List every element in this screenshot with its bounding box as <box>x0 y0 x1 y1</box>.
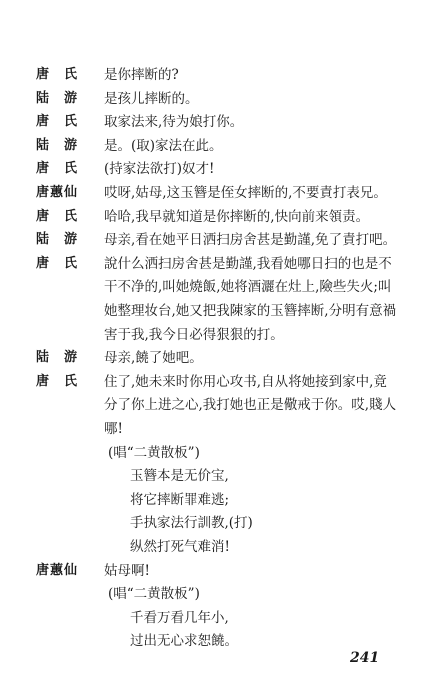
dialogue-text: 害于我,我今日必得狠狠的打。 <box>104 326 284 343</box>
dialogue-text: 取家法来,待为娘打你。 <box>104 114 244 131</box>
speaker-name: 唐 氏 <box>36 208 79 224</box>
speaker-name: 唐蕙仙 <box>36 562 79 578</box>
verse-text: 将它摔断罪难逃; <box>130 491 230 508</box>
dialogue-text: 是孩儿摔断的。 <box>104 90 199 107</box>
dialogue-text: 分了你上进之心,我打她也正是儆戒于你。哎,賤人 <box>104 397 397 414</box>
speaker-name: 唐蕙仙 <box>36 185 79 200</box>
verse-text: 千看万看几年小, <box>130 609 229 626</box>
verse-text: 纵然打死气难消! <box>130 539 230 555</box>
dialogue-text: 哎呀,姑母,这玉簪是侄女摔断的,不要責打表兄。 <box>104 185 387 201</box>
verse-text: 玉簪本是无价宝, <box>130 468 229 485</box>
verse-text: 手执家法行訓教,(打) <box>130 515 253 532</box>
aria-direction: (唱“二黄散板”) <box>108 586 200 603</box>
dialogue-text: 是你摔断的? <box>104 67 179 83</box>
dialogue-text: 哪! <box>104 421 123 437</box>
dialogue-text: 姑母啊! <box>104 562 150 579</box>
dialogue-text: 住了,她未来时你用心攻书,自从将她接到家中,竟 <box>104 373 387 390</box>
speaker-name: 唐 氏 <box>36 373 79 389</box>
verse-text: 过出无心求恕饒。 <box>130 633 238 650</box>
dialogue-text: 說什么洒扫房舍甚是勤謹,我看她哪日扫的也是不 <box>104 255 392 272</box>
speaker-name: 陆 游 <box>36 350 79 366</box>
speaker-name: 唐 氏 <box>36 161 79 177</box>
speaker-name: 陆 游 <box>36 137 79 153</box>
dialogue-text: 母亲,饒了她吧。 <box>104 350 203 367</box>
dialogue-text: 母亲,看在她平日洒扫房舍甚是勤謹,免了責打吧。 <box>104 232 397 249</box>
dialogue-text: (持家法欲打)奴才! <box>104 161 215 178</box>
dialogue-text: 哈哈,我早就知道是你摔断的,快向前来領责。 <box>104 208 370 225</box>
aria-direction: (唱“二黄散板”) <box>108 444 200 461</box>
dialogue-text: 是。(取)家法在此。 <box>104 137 223 154</box>
speaker-name: 陆 游 <box>36 232 79 248</box>
dialogue-text: 干不净的,叫她燒飯,她将酒灑在灶上,險些失火;叫 <box>104 279 392 296</box>
speaker-name: 唐 氏 <box>36 114 79 130</box>
page-number: 241 <box>350 650 380 666</box>
speaker-name: 唐 氏 <box>36 255 79 271</box>
speaker-name: 唐 氏 <box>36 67 79 82</box>
dialogue-text: 她整理妆台,她又把我陳家的玉簪摔断,分明有意禍 <box>104 303 397 319</box>
speaker-name: 陆 游 <box>36 90 79 106</box>
